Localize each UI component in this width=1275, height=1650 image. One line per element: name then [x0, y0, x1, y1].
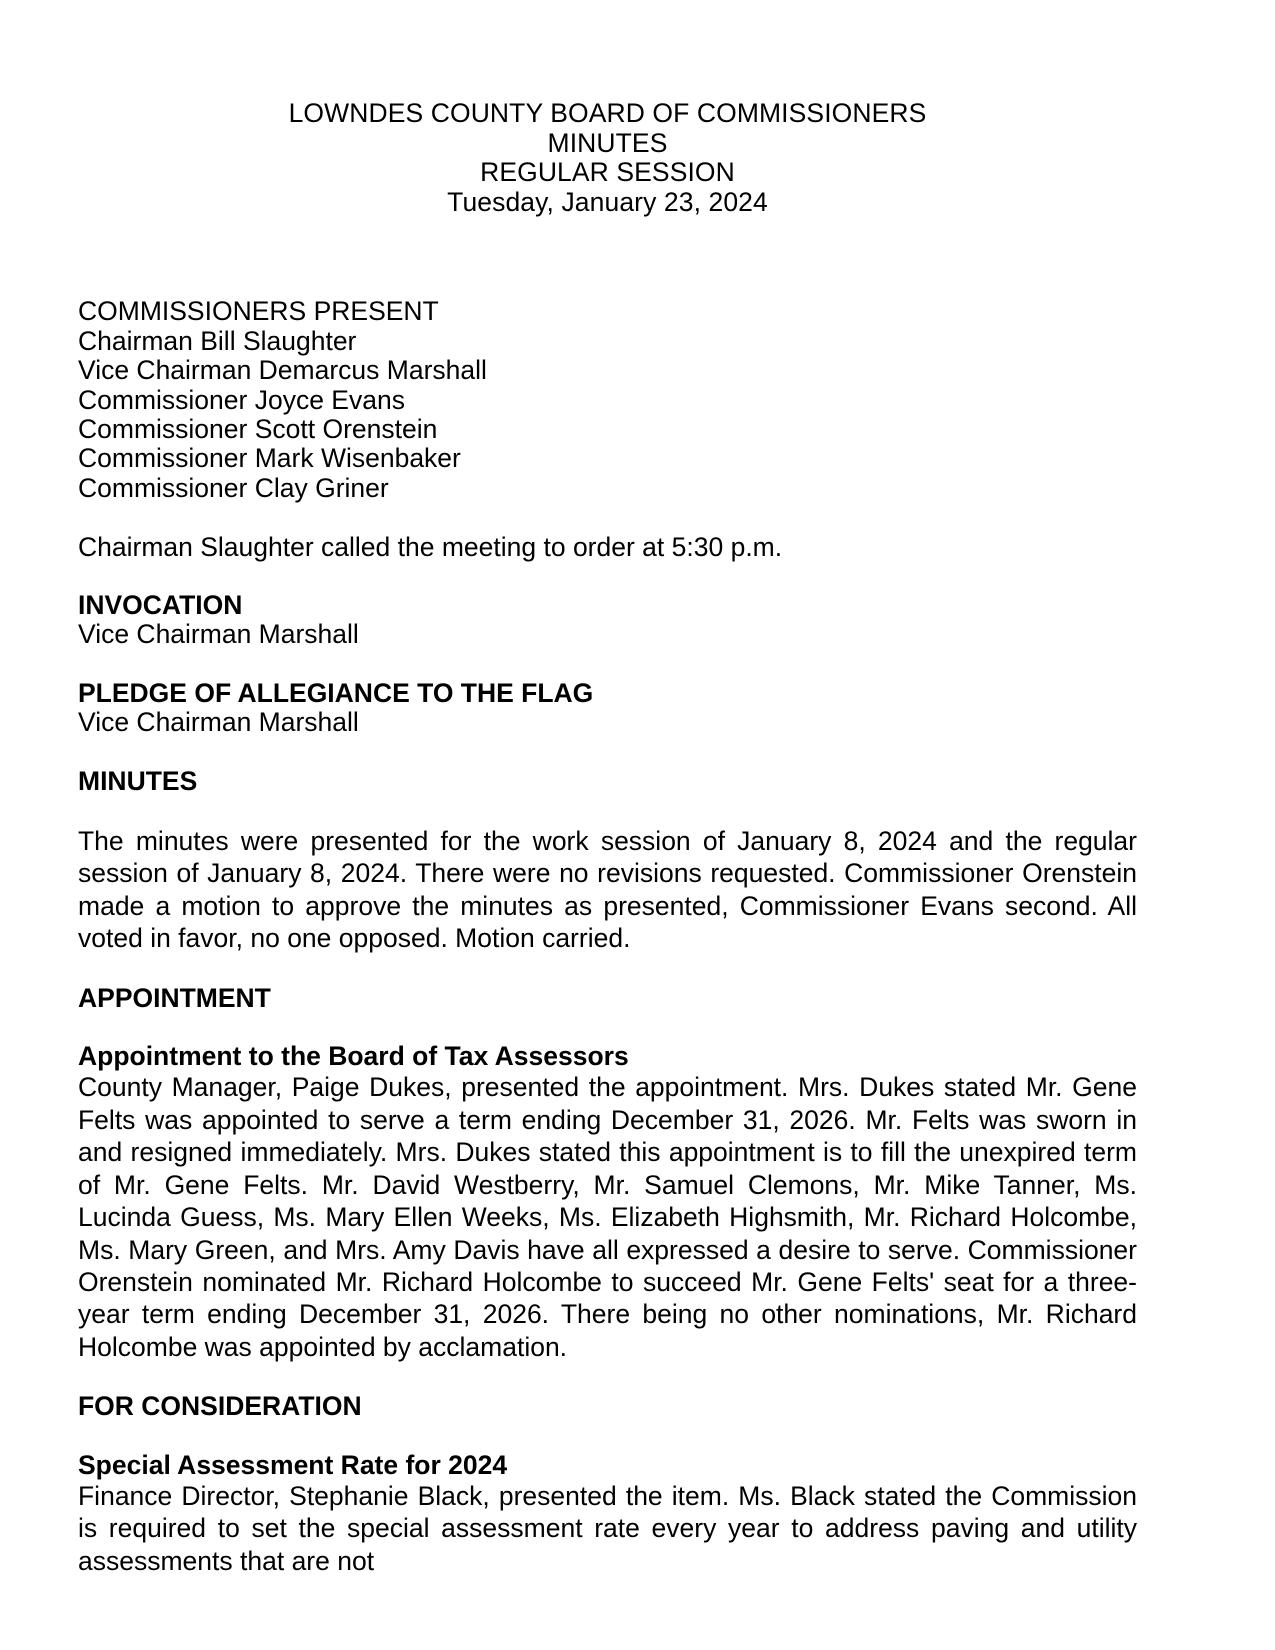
appointment-paragraph: County Manager, Paige Dukes, presented the appointment. Mrs. Dukes stated Mr. Gene Felts was appointed to serve a term ending December 31, 2026. Mr. Felts was sworn in and resigned immediately. Mrs. Dukes stated this appointment is to fill the unexpired term of Mr. Gene Felts. Mr. David Westberry, Mr. Samuel Clemons, Mr. Mike Tanner, Ms. Lucinda Guess, Ms. Mary Ellen Weeks, Ms. Elizabeth Highsmith, Mr. Richard Holcombe, Ms. Mary Green, and Mrs. Amy Davis have all expressed a desire to serve. Commissioner Orenstein nominated Mr. Richard Holcombe to succeed Mr. Gene Felts' seat for a three-year term ending December 31, 2026. There being no other nominations, Mr. Richard Holcombe was appointed by acclamation.: [78, 1072, 1137, 1362]
roster-spacer: [78, 503, 1137, 532]
invocation-body: Vice Chairman Marshall: [78, 619, 359, 650]
document-title-line-2: MINUTES: [547, 127, 668, 158]
document-title-line-4: Tuesday, January 23, 2024: [447, 186, 768, 217]
appointment-item-title: Appointment to the Board of Tax Assessors: [78, 1041, 629, 1072]
consideration-item-title: Special Assessment Rate for 2024: [78, 1449, 508, 1480]
spacer-after-appointment-heading: [78, 1013, 1137, 1042]
commissioner-entry: Commissioner Mark Wisenbaker: [78, 443, 461, 474]
commissioner-entry: Commissioner Joyce Evans: [78, 384, 405, 415]
minutes-heading: MINUTES: [78, 765, 198, 796]
spacer-before-consideration: [78, 1363, 1137, 1392]
commissioner-entry: Vice Chairman Demarcus Marshall: [78, 355, 487, 386]
spacer-before-minutes: [78, 738, 1137, 767]
commissioners-present-block: [78, 297, 1137, 503]
pledge-heading: PLEDGE OF ALLEGIANCE TO THE FLAG: [78, 677, 594, 708]
spacer-before-pledge: [78, 650, 1137, 679]
appointment-heading: APPOINTMENT: [78, 982, 271, 1013]
document-header: [78, 0, 1137, 217]
spacer-after-minutes-heading: [78, 796, 1137, 825]
header-spacer: [78, 217, 1137, 297]
document-title-line-3: REGULAR SESSION: [480, 157, 735, 188]
spacer-before-appointment: [78, 955, 1137, 984]
invocation-heading: INVOCATION: [78, 590, 243, 621]
commissioner-entry: Commissioner Clay Griner: [78, 472, 389, 503]
commissioner-entry: Chairman Bill Slaughter: [78, 325, 357, 356]
minutes-paragraph: The minutes were presented for the work session of January 8, 2024 and the regular session of January 8, 2024. There were no revisions requested. Commissioner Orenstein made a motion to approve the minutes as presented, Commissioner Evans second. All voted in favor, no one opposed. Motion carried.: [78, 826, 1137, 954]
call-to-order-text: Chairman Slaughter called the meeting to order at 5:30 p.m.: [78, 531, 783, 562]
document-title-line-1: LOWNDES COUNTY BOARD OF COMMISSIONERS: [288, 98, 927, 128]
commissioner-entry: Commissioner Scott Orenstein: [78, 414, 438, 444]
for-consideration-heading: FOR CONSIDERATION: [78, 1391, 362, 1422]
spacer-after-consideration-heading: [78, 1422, 1137, 1451]
consideration-paragraph: Finance Director, Stephanie Black, presented the item. Ms. Black stated the Commission is required to set the special assessment rate every year to address paving and utility assessments that are not: [78, 1480, 1137, 1576]
document-content: [78, 0, 1137, 1577]
spacer-before-invocation: [78, 562, 1137, 591]
commissioners-present-heading: COMMISSIONERS PRESENT: [78, 296, 439, 327]
pledge-body: Vice Chairman Marshall: [78, 707, 359, 738]
